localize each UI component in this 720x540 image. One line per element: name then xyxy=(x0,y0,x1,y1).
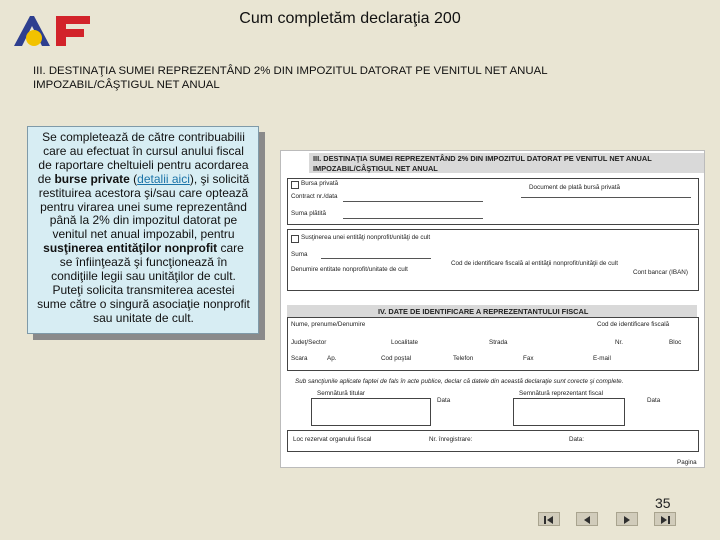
semnatura-titular-label: Semnătură titular xyxy=(317,390,365,397)
loc-rezervat-label: Loc rezervat organului fiscal xyxy=(293,436,372,443)
nume-label: Nume, prenume/Denumire xyxy=(291,321,366,328)
next-slide-button[interactable] xyxy=(616,512,638,526)
callout-bold-burse: burse private xyxy=(54,171,130,186)
data2-label: Data xyxy=(647,397,661,404)
bursa-checkbox xyxy=(291,181,299,189)
bursa-label: Bursa privată xyxy=(301,180,339,187)
sustinere-label: Susţinerea unei entităţi nonprofit/unităţi de cult xyxy=(301,234,431,241)
denumire-entitate-label: Denumire entitate nonprofit/unitate de cult xyxy=(291,266,408,273)
last-slide-icon xyxy=(655,514,675,526)
first-slide-icon xyxy=(539,514,559,526)
contract-label: Contract nr./data xyxy=(291,193,338,200)
data1-label: Data xyxy=(437,397,451,404)
semnatura-reprezentant-label: Semnătură reprezentant fiscal xyxy=(519,390,604,397)
cod-fiscal-label: Cod de identificare fiscală xyxy=(597,321,670,328)
suma-platita-line xyxy=(343,218,483,219)
semnatura-reprezentant-box xyxy=(513,398,625,426)
slide-navigation xyxy=(538,512,676,526)
contract-line xyxy=(343,201,483,202)
callout-text-4: care se înfiinţează şi funcţionează în condiţiile legii sau unităţilor de cult. Puteţi solicita transmiterea acestei sume către o singură asociaţie nonprofit sau unitate de cult. xyxy=(37,241,250,325)
previous-slide-icon xyxy=(577,514,597,526)
telefon-label: Telefon xyxy=(453,355,474,362)
details-link[interactable]: detalii aici xyxy=(137,171,190,186)
last-slide-button[interactable] xyxy=(654,512,676,526)
callout-text-3: ), şi solicită restituirea acestora şi/sau care optează pentru virarea unei sume reprezentând până la 2% din impozitul datorat pe venitul net anual impozabil, pentru xyxy=(38,171,250,242)
suma-platita-label: Suma plătită xyxy=(291,210,327,217)
first-slide-button[interactable] xyxy=(538,512,560,526)
callout-text-2: ( xyxy=(129,171,138,186)
doc-plata-line xyxy=(521,197,691,198)
callout-bold-nonprofit: susţinerea entităţilor nonprofit xyxy=(43,241,218,256)
form-excerpt xyxy=(280,150,705,468)
strada-label: Strada xyxy=(489,339,508,346)
semnatura-titular-box xyxy=(311,398,431,426)
ap-label: Ap. xyxy=(327,355,337,362)
callout-text-1: Se completează de către contribuabilii care au efectuat în cursul anului fiscal de raportare cheltuieli pentru acordarea de xyxy=(37,130,249,186)
declaratie-text: Sub sancţiunile aplicate faptei de fals în acte publice, declar că datele din această declaraţie sunt corecte şi complete. xyxy=(295,378,624,385)
cod-postal-label: Cod poştal xyxy=(381,355,412,362)
judet-label: Judeţ/Sector xyxy=(291,339,327,346)
nr-inregistrare-label: Nr. înregistrare: xyxy=(429,436,473,443)
fax-label: Fax xyxy=(523,355,534,362)
section4-title: IV. DATE DE IDENTIFICARE A REPREZENTANTULUI FISCAL xyxy=(378,307,589,316)
email-label: E-mail xyxy=(593,355,611,362)
section-heading: III. DESTINAŢIA SUMEI REPREZENTÂND 2% DIN IMPOZITUL DATORAT PE VENITUL NET ANUAL IMPOZABIL/CÂŞTIGUL NET ANUAL xyxy=(33,65,548,91)
page-number: 35 xyxy=(655,495,671,511)
nr-label: Nr. xyxy=(615,339,624,346)
section3-title: III. DESTINAŢIA SUMEI REPREZENTÂND 2% DIN IMPOZITUL DATORAT PE VENITUL NET ANUAL xyxy=(313,154,652,163)
cod-identificare-label: Cod de identificare fiscală al entităţii nonprofit/unităţii de cult xyxy=(451,260,618,267)
data3-label: Data: xyxy=(569,436,585,443)
document-plata-label: Document de plată bursă privată xyxy=(529,184,621,191)
localitate-label: Localitate xyxy=(391,339,418,346)
sustinere-checkbox xyxy=(291,235,299,243)
next-slide-icon xyxy=(617,514,637,526)
pagina-label: Pagina xyxy=(677,459,697,466)
bloc-label: Bloc xyxy=(669,339,682,346)
anaf-logo xyxy=(10,12,92,50)
previous-slide-button[interactable] xyxy=(576,512,598,526)
suma-label: Suma xyxy=(291,251,308,258)
slide-title: Cum completăm declaraţia 200 xyxy=(239,10,461,27)
suma-line xyxy=(321,258,431,259)
explanation-callout xyxy=(27,126,259,334)
cont-bancar-label: Cont bancar (IBAN) xyxy=(633,269,688,276)
section3-subtitle: IMPOZABIL/CÂŞTIGUL NET ANUAL xyxy=(313,164,438,173)
scara-label: Scara xyxy=(291,355,308,362)
